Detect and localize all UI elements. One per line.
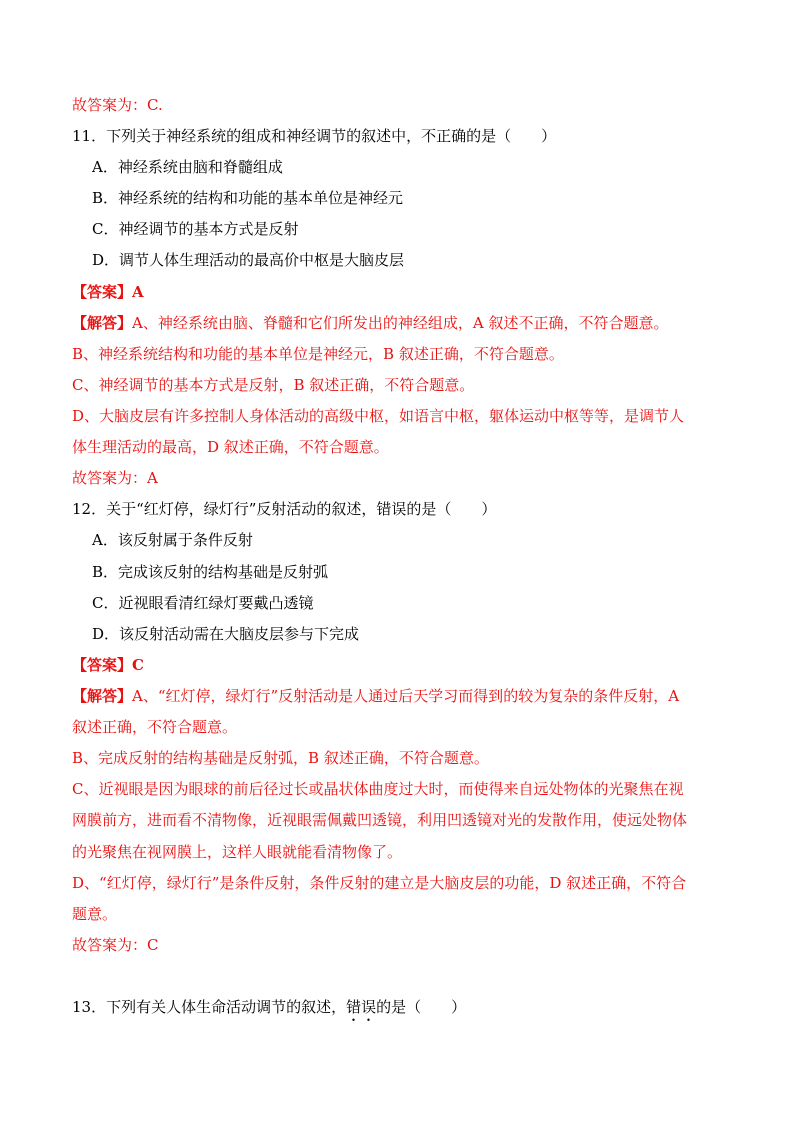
q12-option-d: D．该反射活动需在大脑皮层参与下完成	[92, 625, 360, 643]
q12-analysis-line-8: 题意。	[72, 905, 118, 923]
q11-answer-value: A	[132, 283, 144, 301]
q13-stem-emphasis: 错误	[346, 998, 377, 1016]
q11-option-d: D．调节人体生理活动的最高价中枢是大脑皮层	[92, 251, 405, 269]
q11-option-c: C．神经调节的基本方式是反射	[92, 220, 299, 238]
q11-analysis-line-3: C、神经调节的基本方式是反射，B 叙述正确，不符合题意。	[72, 376, 475, 394]
q11-stem: 11．下列关于神经系统的组成和神经调节的叙述中，不正确的是（ ）	[72, 127, 557, 145]
q12-option-b: B．完成该反射的结构基础是反射弧	[92, 563, 329, 581]
q11-analysis-label: 【解答】	[72, 314, 133, 332]
q12-option-c: C．近视眼看清红绿灯要戴凸透镜	[92, 594, 314, 612]
q12-stem: 12．关于“红灯停，绿灯行”反射活动的叙述，错误的是（ ）	[72, 500, 497, 518]
q11-analysis-text-1: A、神经系统由脑、脊髓和它们所发出的神经组成，A 叙述不正确，不符合题意。	[132, 314, 669, 332]
q12-answer-value: C	[132, 656, 144, 674]
q12-analysis-line-3: B、完成反射的结构基础是反射弧，B 叙述正确，不符合题意。	[72, 749, 489, 767]
q13-stem	[72, 996, 732, 1018]
q11-final-answer: 故答案为：A	[72, 469, 158, 487]
q11-option-a: A．神经系统由脑和脊髓组成	[92, 158, 283, 176]
q11-answer	[72, 281, 732, 303]
q11-analysis-line-1	[72, 312, 732, 334]
q12-analysis-line-5: 网膜前方，进而看不清物像，近视眼需佩戴凹透镜，利用凹透镜对光的发散作用，使远处物体	[72, 811, 688, 829]
q13-stem-after: 的是（ ）	[376, 998, 467, 1016]
q12-analysis-label: 【解答】	[72, 687, 133, 705]
q12-option-a: A．该反射属于条件反射	[92, 531, 253, 549]
q11-answer-label: 【答案】	[72, 283, 133, 301]
prev-final-answer: 故答案为：C.	[72, 96, 163, 114]
q13-stem-before: 13．下列有关人体生命活动调节的叙述，	[72, 998, 347, 1016]
q12-analysis-line-6: 的光聚焦在视网膜上，这样人眼就能看清物像了。	[72, 843, 403, 861]
q12-final-answer: 故答案为：C	[72, 936, 159, 954]
q11-analysis-line-5: 体生理活动的最高，D 叙述正确，不符合题意。	[72, 438, 389, 456]
q11-analysis-line-2: B、神经系统结构和功能的基本单位是神经元，B 叙述正确，不符合题意。	[72, 345, 564, 363]
q12-analysis-line-4: C、近视眼是因为眼球的前后径过长或晶状体曲度过大时，而使得来自远处物体的光聚焦在视	[72, 780, 684, 798]
q12-analysis-line-1	[72, 685, 732, 707]
q11-option-b: B．神经系统的结构和功能的基本单位是神经元	[92, 189, 404, 207]
q12-answer-label: 【答案】	[72, 656, 133, 674]
q12-analysis-line-7: D、“红灯停，绿灯行”是条件反射，条件反射的建立是大脑皮层的功能，D 叙述正确，不符合	[72, 874, 687, 892]
q11-analysis-line-4: D、大脑皮层有许多控制人身体活动的高级中枢，如语言中枢，躯体运动中枢等等，是调节人	[72, 407, 685, 425]
q12-analysis-line-2: 叙述正确，不符合题意。	[72, 718, 238, 736]
q12-answer	[72, 654, 732, 676]
q12-analysis-text-1: A、“红灯停，绿灯行”反射活动是人通过后天学习而得到的较为复杂的条件反射，A	[132, 687, 680, 705]
